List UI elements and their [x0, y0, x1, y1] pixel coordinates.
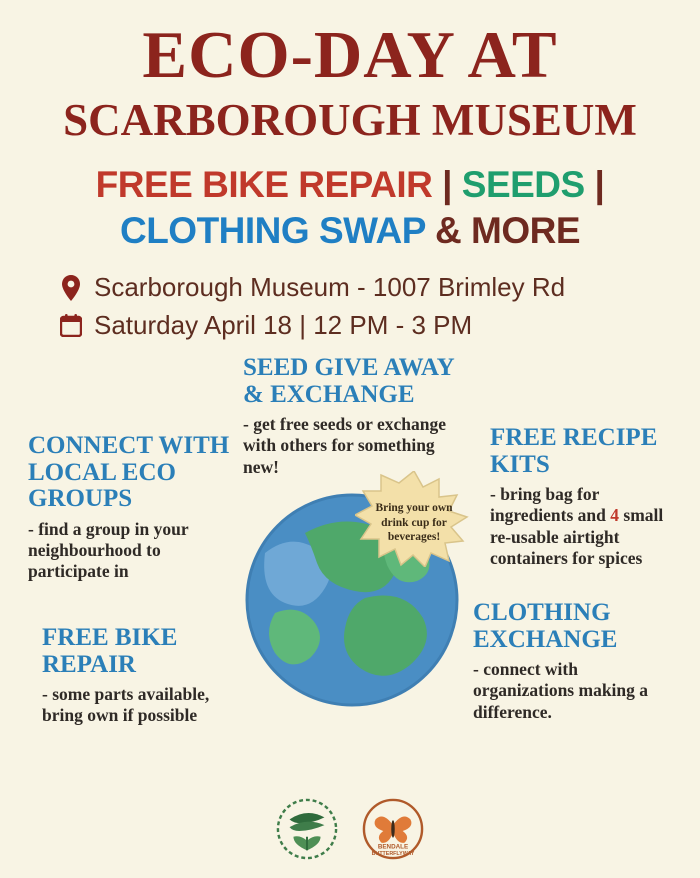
info-block-body: - find a group in your neighbourhood to participate in: [28, 518, 189, 582]
tagline-line-2: [0, 211, 700, 252]
tagline-seeds: SEEDS: [461, 163, 585, 205]
page-subtitle: SCARBOROUGH MUSEUM: [63, 95, 637, 145]
detail-datetime-text: Saturday April 18 | 12 PM - 3 PM: [94, 310, 473, 341]
logo-row: [0, 798, 700, 860]
earth-illustration: [245, 493, 460, 708]
location-pin-icon: [58, 274, 84, 302]
bendale-logo-line1: BENDALE: [377, 843, 409, 851]
info-block-free-bike-repair: [42, 625, 237, 727]
tagline-clothing-swap: CLOTHING SWAP: [119, 210, 426, 252]
detail-datetime: [58, 310, 700, 341]
info-blocks: [0, 355, 700, 825]
bendale-logo-line2: BUTTERFLYWAY: [371, 851, 415, 858]
info-block-body-after: small re-usable airtight containers for spices: [490, 505, 664, 569]
info-block-body: - get free seeds or exchange with others for something new!: [243, 414, 446, 477]
info-block-clothing-exchange: [473, 600, 678, 723]
info-block-heading: FREE RECIPE KITS: [490, 424, 658, 478]
tagline-separator-2: |: [594, 163, 605, 205]
detail-location: [58, 272, 700, 303]
tagline-separator-1: |: [442, 163, 452, 205]
info-block-heading: SEED GIVE AWAY & EXCHANGE: [243, 354, 454, 408]
bendale-butterflyway-logo: [362, 798, 424, 860]
info-block-heading: CLOTHING EXCHANGE: [473, 599, 618, 653]
poster-header: [0, 0, 700, 252]
info-block-connect-with-local-eco-groups: [28, 433, 233, 583]
info-block-seed-give-away: [243, 355, 458, 478]
info-block-heading: FREE BIKE REPAIR: [42, 624, 178, 678]
eco-leaf-logo: [276, 798, 338, 860]
info-block-body-highlight: 4: [610, 505, 620, 526]
event-details: [0, 272, 700, 341]
info-block-body-before: - bring bag for ingredients and: [490, 484, 611, 526]
info-block-body: - some parts available, bring own if possible: [42, 684, 210, 726]
page-title: ECO-DAY AT: [142, 18, 558, 92]
info-block-body: [490, 484, 685, 569]
tagline-and-more: & MORE: [435, 210, 581, 252]
info-block-heading: CONNECT WITH LOCAL ECO GROUPS: [28, 432, 230, 513]
detail-location-text: Scarborough Museum - 1007 Brimley Rd: [94, 272, 566, 303]
tagline-free-bike-repair: FREE BIKE REPAIR: [95, 163, 433, 205]
info-block-body: - connect with organizations making a difference.: [473, 659, 649, 722]
calendar-icon: [58, 312, 84, 340]
tagline-line-1: [0, 165, 700, 206]
starburst-text: Bring your own drink cup for beverages!: [375, 502, 453, 543]
info-block-free-recipe-kits: [490, 425, 685, 569]
